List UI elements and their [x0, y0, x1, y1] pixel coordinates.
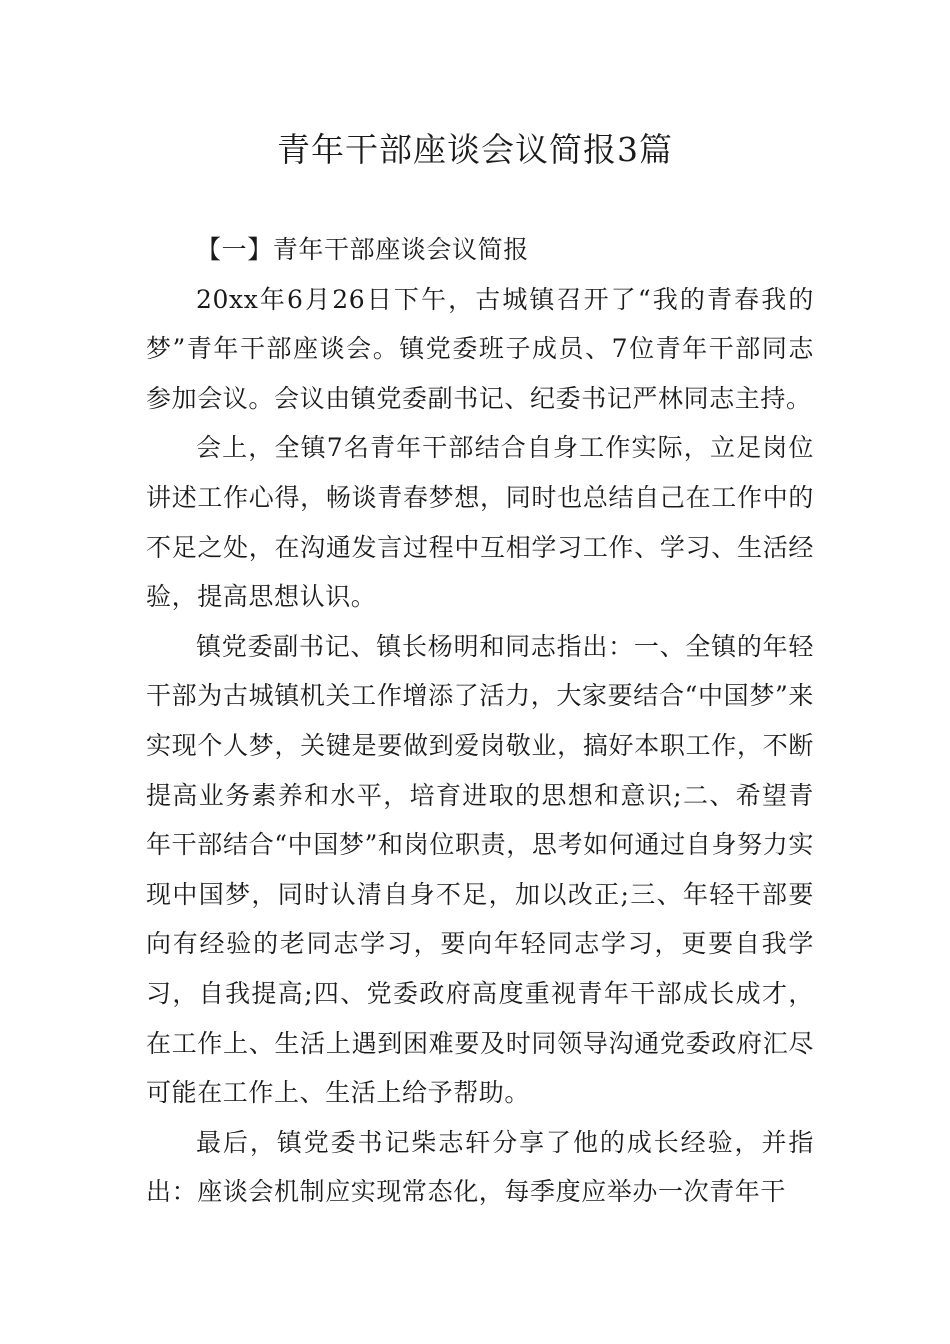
paragraph-discussion: 会上，全镇7名青年干部结合自身工作实际，立足岗位讲述工作心得，畅谈青春梦想，同时也总结自己在工作中的不足之处，在沟通发言过程中互相学习工作、学习、生活经验，提高思想认识。	[146, 433, 814, 612]
paragraph-mayor-remarks: 镇党委副书记、镇长杨明和同志指出：一、全镇的年轻干部为古城镇机关工作增添了活力，大家要结合“中国梦”来实现个人梦，关键是要做到爱岗敬业，搞好本职工作，不断提高业务素养和水平，培育进取的思想和意识;二、希望青年干部结合“中国梦”和岗位职责，思考如何通过自身努力实现中国梦，同时认清自身不足，加以改正;三、年轻干部要向有经验的老同志学习，要向年轻同志学习，更要自我学习，自我提高;四、党委政府高度重视青年干部成长成才，在工作上、生活上遇到困难要及时同领导沟通党委政府汇尽可能在工作上、生活上给予帮助。	[146, 631, 814, 1108]
paragraph-closing: 最后，镇党委书记柴志轩分享了他的成长经验，并指出：座谈会机制应实现常态化，每季度应举办一次青年干	[146, 1127, 814, 1207]
paragraph-meeting-intro: 20xx年6月26日下午，古城镇召开了“我的青春我的梦”青年干部座谈会。镇党委班子成员、7位青年干部同志参加会议。会议由镇党委副书记、纪委书记严林同志主持。	[146, 284, 814, 413]
document-body	[146, 225, 814, 1217]
document-title: 青年干部座谈会议简报3篇	[277, 130, 673, 169]
section-heading: 【一】青年干部座谈会议简报	[196, 235, 529, 264]
